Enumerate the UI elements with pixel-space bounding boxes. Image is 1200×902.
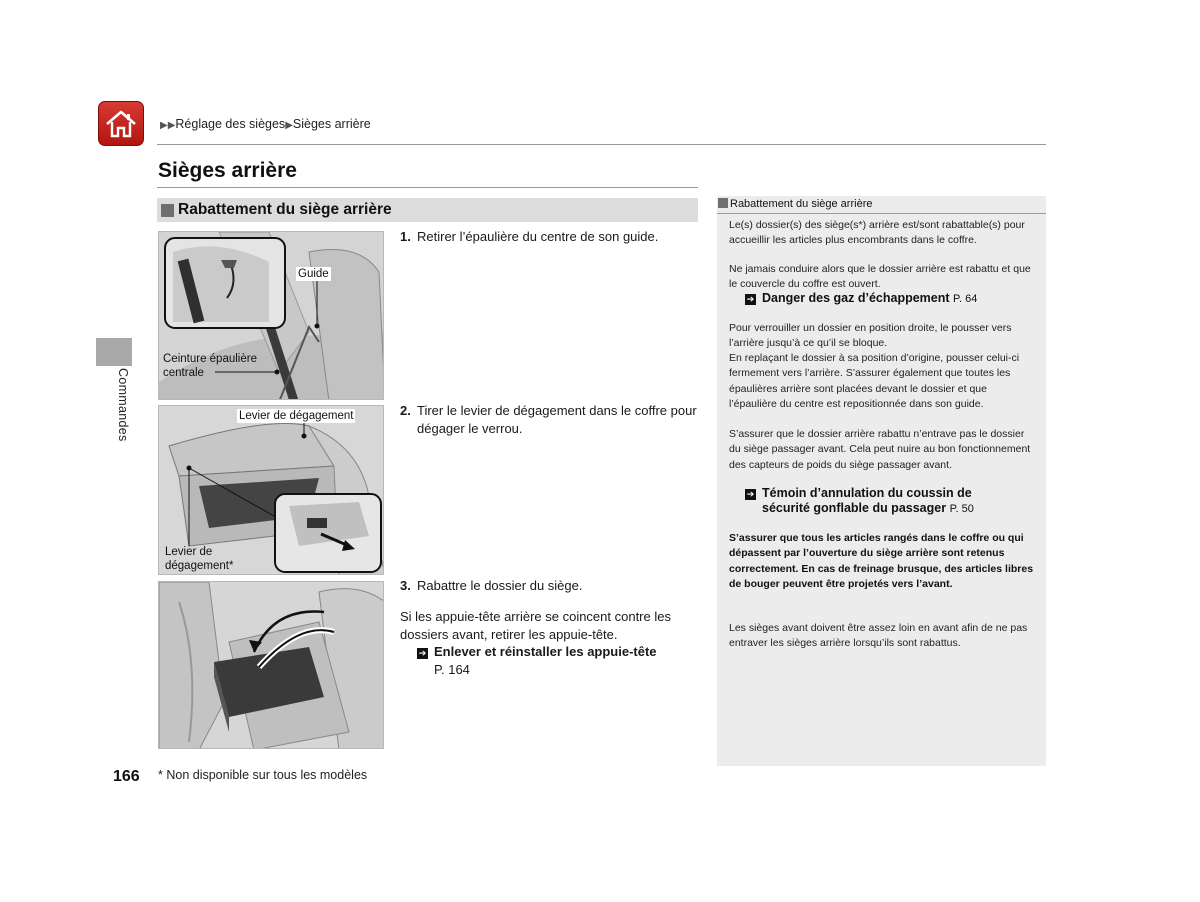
note-marker-icon xyxy=(718,198,728,208)
sidebar-heading-text: Rabattement du siège arrière xyxy=(730,198,873,210)
cross-reference-link-continued[interactable] xyxy=(762,501,974,518)
step-number: 1. xyxy=(400,229,411,244)
figure-fold-seat xyxy=(158,581,384,749)
header-divider xyxy=(157,144,1046,145)
reference-title[interactable]: Enlever et réinstaller les appuie-tête xyxy=(434,644,657,659)
reference-arrow-icon: ➔ xyxy=(746,294,755,304)
step-3-note: Si les appuie-tête arrière se coincent contre les dossiers avant, retirer les appuie-tête. xyxy=(400,609,671,642)
callout-guide: Guide xyxy=(298,268,329,280)
reference-arrow-icon: ➔ xyxy=(418,648,427,658)
footnote: * Non disponible sur tous les modèles xyxy=(158,768,368,782)
callout-release-lever-bottom xyxy=(163,545,235,573)
reference-arrow-icon: ➔ xyxy=(746,489,755,499)
note-warning-paragraph: S’assurer que tous les articles rangés dans le coffre ou qui dépassent par l’ouverture du siège arrière sont retenus correctement. En cas de freinage brusque, des articles libres de bouger peuvent être projetés vers l’avant. xyxy=(729,532,1034,590)
sidebar-heading xyxy=(717,196,1046,214)
figure-center-belt-guide xyxy=(158,231,384,400)
step-3 xyxy=(400,577,698,595)
breadcrumb-item[interactable]: Réglage des sièges xyxy=(175,117,286,131)
breadcrumb-item[interactable]: Sièges arrière xyxy=(292,117,371,131)
reference-page[interactable]: P. 50 xyxy=(949,503,974,515)
chapter-tab-label[interactable]: Commandes xyxy=(116,368,130,442)
sidebar-notes xyxy=(717,196,1046,766)
page-number: 166 xyxy=(113,768,140,785)
section-title: Rabattement du siège arrière xyxy=(178,201,392,218)
reference-page[interactable]: P. 164 xyxy=(434,662,470,677)
section-heading xyxy=(157,198,698,222)
note-paragraph: En replaçant le dossier à sa position d’origine, pousser celui-ci fermement vers l’arrière. S’assurer également que toutes les épaulières arrière sont placées devant le dossier et que l’épaulière du centre est repositionnée dans son guide. xyxy=(729,352,1020,410)
step-text: Rabattre le dossier du siège. xyxy=(417,578,583,593)
figure-illustration xyxy=(159,582,384,749)
figure-release-lever xyxy=(158,405,384,575)
reference-title[interactable]: Danger des gaz d’échappement xyxy=(762,291,950,305)
callout-center-belt-line1: Ceinture épaulière xyxy=(163,353,257,365)
note-paragraph: Ne jamais conduire alors que le dossier arrière est rabattu et que le couvercle du coffre est ouvert. xyxy=(729,263,1031,291)
callout-release-lever-line1: Levier de xyxy=(165,546,213,558)
note-paragraph: Pour verrouiller un dossier en position droite, le pousser vers l’arrière jusqu’à ce qu’il se bloque. xyxy=(729,322,1012,350)
note-paragraph: S’assurer que le dossier arrière rabattu n’entrave pas le dossier du siège passager avant. Cela peut nuire au bon fonctionnement des capteurs de poids du siège passager avant. xyxy=(729,428,1031,471)
chapter-tab-marker xyxy=(96,338,132,366)
reference-title-line2[interactable]: sécurité gonflable du passager xyxy=(762,501,947,515)
cross-reference-link[interactable] xyxy=(745,486,972,502)
note-paragraph: Les sièges avant doivent être assez loin en avant afin de ne pas entraver les sièges arrière lorsqu’ils sont rabattus. xyxy=(729,622,1028,650)
breadcrumb-arrow-icon: ▶ xyxy=(285,120,293,131)
callout-center-belt xyxy=(161,352,259,380)
callout-center-belt-line2: centrale xyxy=(163,367,204,379)
page-title: Sièges arrière xyxy=(158,159,297,182)
cross-reference-link[interactable] xyxy=(417,643,657,661)
section-marker-icon xyxy=(161,204,174,217)
title-divider xyxy=(157,187,698,188)
step-2 xyxy=(400,402,698,438)
step-number: 3. xyxy=(400,578,411,593)
reference-page[interactable]: P. 64 xyxy=(953,293,978,305)
home-icon xyxy=(104,109,138,139)
step-text: Tirer le levier de dégagement dans le coffre pour dégager le verrou. xyxy=(417,403,697,436)
breadcrumb xyxy=(160,117,371,131)
reference-title-line1[interactable]: Témoin d’annulation du coussin de xyxy=(762,486,972,500)
note-paragraph: Le(s) dossier(s) des siège(s*) arrière est/sont rabattable(s) pour accueillir les articles plus encombrants dans le coffre. xyxy=(729,219,1025,247)
cross-reference-link[interactable] xyxy=(745,291,977,308)
home-button[interactable] xyxy=(98,101,144,146)
callout-release-lever-top: Levier de dégagement xyxy=(239,410,354,422)
callout-release-lever-line2: dégagement* xyxy=(165,560,234,572)
step-1 xyxy=(400,228,698,246)
breadcrumb-arrow-icon: ▶▶ xyxy=(160,120,176,131)
step-number: 2. xyxy=(400,403,411,418)
step-text: Retirer l’épaulière du centre de son guide. xyxy=(417,229,659,244)
